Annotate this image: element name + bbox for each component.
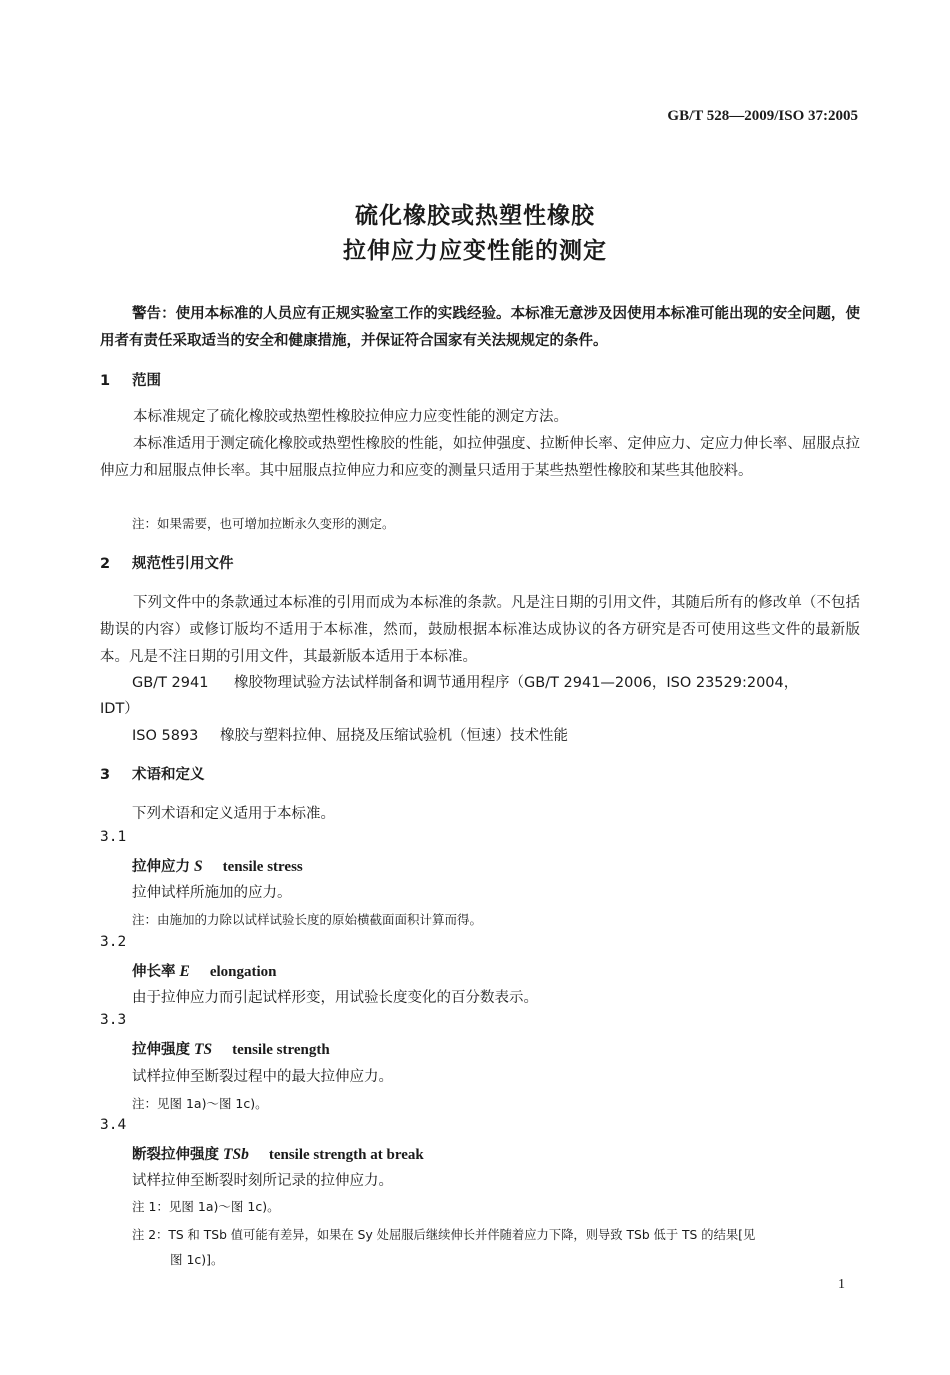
reference-title: 橡胶与塑料拉伸、屈挠及压缩试验机（恒速）技术性能 [220, 728, 568, 744]
reference-code: GB/T 2941 [132, 675, 209, 691]
term-number: 3.3 [100, 1012, 127, 1028]
section-number: 3 [100, 767, 111, 783]
section-1-heading [100, 369, 161, 390]
section-2-paragraph-1: 下列文件中的条款通过本标准的引用而成为本标准的条款。凡是注日期的引用文件，其随后所有的修改单（不包括勘误的内容）或修订版均不适用于本标准，然而，鼓励根据本标准达成协议的各方研究是否可使用这些文件的最新版本。凡是不注日期的引用文件，其最新版本适用于本标准。 [100, 595, 860, 665]
warning-paragraph: 警告：使用本标准的人员应有正规实验室工作的实践经验。本标准无意涉及因使用本标准可能出现的安全问题，使用者有责任采取适当的安全和健康措施，并保证符合国家有关法规规定的条件。 [100, 306, 860, 349]
section-1-paragraph-1: 本标准规定了硫化橡胶或热塑性橡胶拉伸应力应变性能的测定方法。 [133, 409, 568, 425]
term-heading [132, 960, 277, 981]
section-title: 术语和定义 [132, 767, 205, 783]
term-number: 3.1 [100, 829, 127, 845]
term-note: 注：由施加的力除以试样试验长度的原始横截面面积计算而得。 [132, 912, 483, 927]
section-title: 规范性引用文件 [132, 556, 234, 572]
term-english: tensile strength at break [268, 1147, 424, 1163]
term-symbol: S [194, 858, 203, 875]
term-definition: 试样拉伸至断裂时刻所记录的拉伸应力。 [132, 1173, 393, 1189]
page-number: 1 [838, 1277, 845, 1292]
reference-iso-5893 [132, 724, 568, 745]
term-note: 注：见图 1a)～图 1c)。 [132, 1096, 268, 1111]
reference-title: 橡胶物理试验方法试样制备和调节通用程序（GB/T 2941—2006，ISO 23529:2004， [234, 675, 799, 691]
term-heading [132, 855, 303, 876]
term-heading [132, 1143, 424, 1164]
section-number: 2 [100, 556, 111, 572]
term-number: 3.4 [100, 1117, 127, 1133]
title-line-2: 拉伸应力应变性能的测定 [343, 238, 607, 264]
term-definition: 试样拉伸至断裂过程中的最大拉伸应力。 [132, 1069, 393, 1085]
document-id: GB/T 528—2009/ISO 37:2005 [667, 108, 858, 124]
term-english: tensile stress [222, 859, 303, 875]
term-english: tensile strength [232, 1042, 330, 1058]
reference-gbt-2941 [132, 671, 798, 692]
term-english: elongation [209, 964, 277, 980]
term-definition: 拉伸试样所施加的应力。 [132, 885, 292, 901]
section-number: 1 [100, 373, 111, 389]
reference-code: ISO 5893 [132, 728, 199, 744]
term-name: 拉伸强度 [132, 1042, 190, 1058]
section-1-paragraph-2: 本标准适用于测定硫化橡胶或热塑性橡胶的性能，如拉伸强度、拉断伸长率、定伸应力、定应力伸长率、屈服点拉伸应力和屈服点伸长率。其中屈服点拉伸应力和应变的测量只适用于某些热塑性橡胶和某些其他胶料。 [100, 436, 860, 479]
term-note-1: 注 1：见图 1a)～图 1c)。 [132, 1199, 280, 1214]
term-note-2: 注 2：TS 和 TSb 值可能有差异，如果在 Sy 处屈服后继续伸长并伴随着应力下降，则导致 TSb 低于 TS 的结果[见 [132, 1228, 756, 1242]
term-definition: 由于拉伸应力而引起试样形变，用试验长度变化的百分数表示。 [132, 990, 538, 1006]
term-number: 3.2 [100, 934, 127, 950]
term-name: 拉伸应力 [132, 859, 190, 875]
term-heading [132, 1038, 330, 1059]
section-1-note: 注：如果需要，也可增加拉断永久变形的测定。 [132, 516, 395, 531]
term-note-2-continued: 图 1c)]。 [170, 1252, 224, 1267]
term-symbol: E [179, 963, 190, 980]
section-3-heading [100, 763, 205, 784]
section-3-paragraph-1: 下列术语和定义适用于本标准。 [132, 806, 335, 822]
term-name: 断裂拉伸强度 [132, 1147, 219, 1163]
section-title: 范围 [132, 373, 161, 389]
term-symbol: TS [194, 1041, 213, 1058]
reference-gbt-2941-continued: IDT） [100, 701, 139, 717]
section-2-heading [100, 552, 234, 573]
term-symbol: TSb [223, 1146, 249, 1163]
title-line-1: 硫化橡胶或热塑性橡胶 [355, 203, 595, 229]
term-name: 伸长率 [132, 964, 176, 980]
